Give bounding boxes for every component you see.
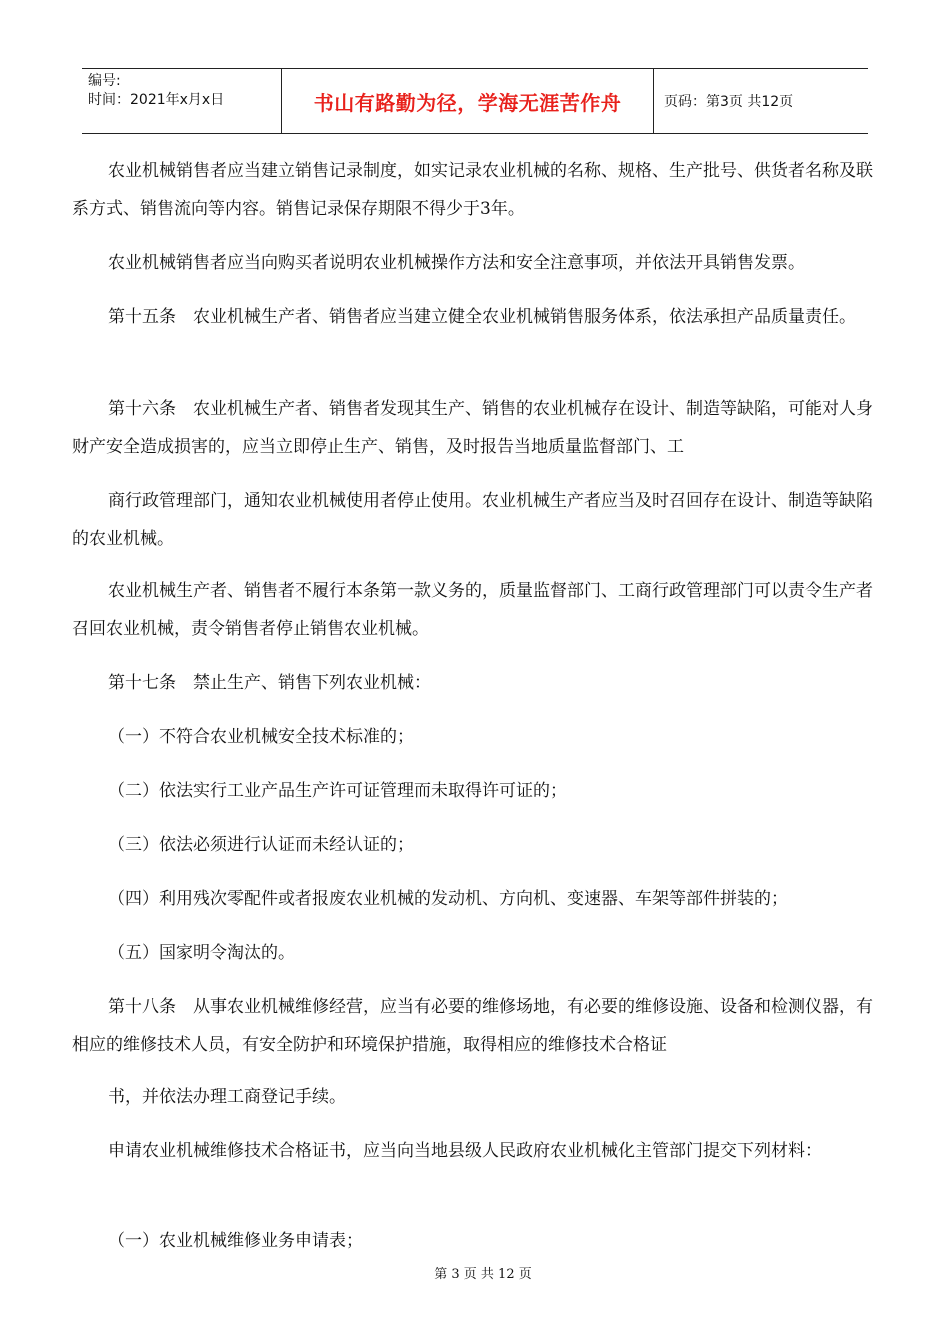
header-page-number: 页码：第3页 共12页 xyxy=(664,94,794,110)
paragraph: 第十六条 农业机械生产者、销售者发现其生产、销售的农业机械存在设计、制造等缺陷，可能对人身财产安全造成损害的，应当立即停止生产、销售，及时报告当地质量监督部门、工 xyxy=(72,399,873,457)
list-item: （三）依法必须进行认证而未经认证的； xyxy=(108,835,414,855)
page-header xyxy=(82,68,868,134)
page-footer: 第 3 页 共 12 页 xyxy=(434,1267,532,1282)
paragraph: 书，并依法办理工商登记手续。 xyxy=(108,1087,346,1107)
paragraph: 第十八条 从事农业机械维修经营，应当有必要的维修场地，有必要的维修设施、设备和检测仪器，有相应的维修技术人员，有安全防护和环境保护措施，取得相应的维修技术合格证 xyxy=(72,997,873,1055)
number-label: 编号: xyxy=(88,73,121,89)
paragraph: 农业机械销售者应当向购买者说明农业机械操作方法和安全注意事项，并依法开具销售发票。 xyxy=(108,253,805,273)
list-item: （五）国家明令淘汰的。 xyxy=(108,943,295,963)
paragraph: 第十五条 农业机械生产者、销售者应当建立健全农业机械销售服务体系，依法承担产品质量责任。 xyxy=(108,307,856,327)
header-meta xyxy=(82,69,282,133)
paragraph: 农业机械销售者应当建立销售记录制度，如实记录农业机械的名称、规格、生产批号、供货者名称及联系方式、销售流向等内容。销售记录保存期限不得少于3年。 xyxy=(72,161,873,219)
list-item: （一）不符合农业机械安全技术标准的； xyxy=(108,727,414,747)
paragraph: 农业机械生产者、销售者不履行本条第一款义务的，质量监督部门、工商行政管理部门可以责令生产者召回农业机械，责令销售者停止销售农业机械。 xyxy=(72,581,873,639)
list-item: （四）利用残次零配件或者报废农业机械的发动机、方向机、变速器、车架等部件拼装的； xyxy=(108,889,788,909)
date-text: 时间：2021年x月x日 xyxy=(88,92,225,108)
paragraph: 申请农业机械维修技术合格证书，应当向当地县级人民政府农业机械化主管部门提交下列材料： xyxy=(108,1141,822,1161)
list-item: （一）农业机械维修业务申请表； xyxy=(108,1231,363,1251)
header-motto: 书山有路勤为径，学海无涯苦作舟 xyxy=(282,69,654,133)
paragraph: 商行政管理部门，通知农业机械使用者停止使用。农业机械生产者应当及时召回存在设计、制造等缺陷的农业机械。 xyxy=(72,491,873,549)
paragraph: 第十七条 禁止生产、销售下列农业机械： xyxy=(108,673,431,693)
list-item: （二）依法实行工业产品生产许可证管理而未取得许可证的； xyxy=(108,781,567,801)
